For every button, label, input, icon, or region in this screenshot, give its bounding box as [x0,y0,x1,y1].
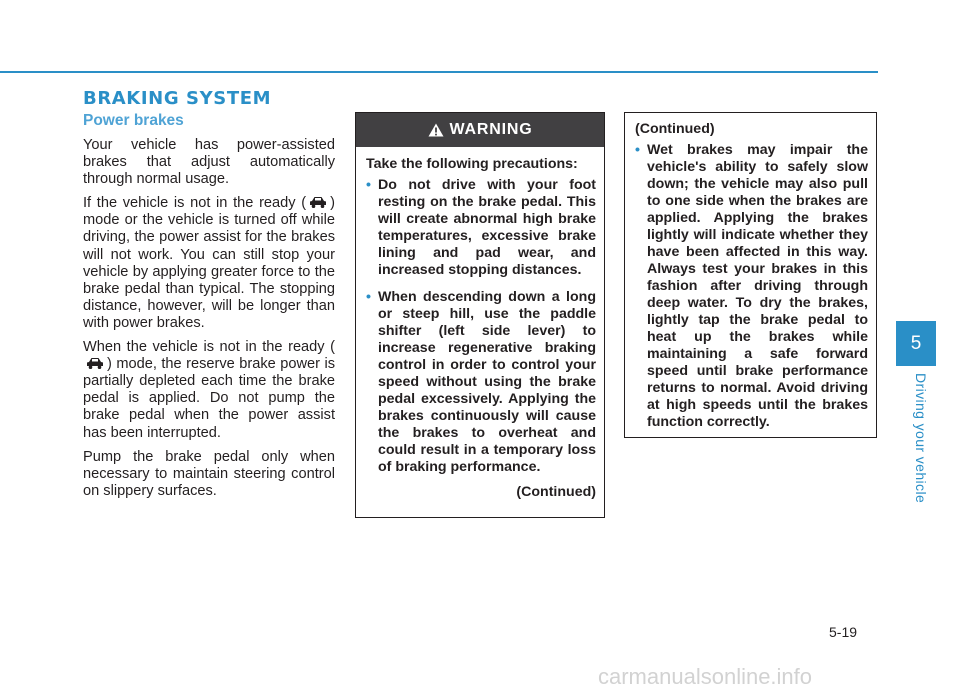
chapter-tab [896,321,936,366]
warning-list [366,177,596,476]
bullet-icon: • [366,177,371,193]
warning-title: WARNING [449,121,533,138]
warning-body [356,147,604,501]
warning-box [355,112,605,518]
vehicle-ready-icon [84,356,106,370]
vehicle-ready-icon [307,195,329,209]
warning-item [366,289,596,476]
watermark: carmanualsonline.info [598,664,813,689]
continued-body [625,113,876,431]
left-column [83,137,335,507]
section-title: BRAKING SYSTEM [83,88,272,109]
paragraph-2 [83,195,335,332]
continued-box [624,112,877,438]
warning-header [356,113,604,147]
paragraph-1: Your vehicle has power-assisted brakes that adjust automatically through normal usage. [83,137,335,188]
continued-item-text: Wet brakes may impair the vehicle's ability to safely slow down; the vehicle may also pull to one side when the brakes are applied. Applying the brakes lightly will indicate whether they have been affected in this way. Always test your brakes in this fashion after driving through deep water. To dry the brakes, lightly tap the brake pedal to heat up the brakes while maintaining a safe forward speed until brake performance returns to normal. Avoid driving at high speeds until the brakes function correctly. [647,142,868,430]
warning-item-text: Do not drive with your foot resting on the brake pedal. This will create abnormal high brake temperatures, excessive brake lining and pad wear, and increased stopping distances. [378,177,596,278]
paragraph-3 [83,339,335,442]
paragraph-3-after: ) mode, the reserve brake power is partially depleted each time the brake pedal is applied. Do not pump the brake pedal when the power assist has been interrupted. [83,356,335,441]
paragraph-2-after: ) mode or the vehicle is turned off while driving, the power assist for the brakes will not work. You can still stop your vehicle by applying greater force to the brake pedal than typical. The stopping distance, however, will be longer than with power brakes. [83,195,335,331]
continued-list [635,142,868,431]
continued-heading: (Continued) [635,121,715,137]
warning-intro: Take the following precautions: [366,156,578,172]
warning-continued: (Continued) [516,484,596,500]
bullet-icon: • [366,289,371,305]
warning-item [366,177,596,279]
page-number: 5-19 [829,624,858,640]
paragraph-2-before: If the vehicle is not in the ready ( [83,195,307,212]
warning-item-text: When descending down a long or steep hill, use the paddle shifter (left side lever) to increase regenerative braking control in order to control your speed without using the brake pedal excessively. Applying the brakes continuously will cause the brakes to overheat and could result in a temporary loss of braking performance. [378,289,596,475]
top-rule [0,71,878,73]
paragraph-3-before: When the vehicle is not in the ready ( [83,339,335,356]
continued-item [635,142,868,431]
warning-triangle-icon [428,123,444,137]
paragraph-4: Pump the brake pedal only when necessary to maintain steering control on slippery surfaces. [83,448,335,499]
power-brakes-heading: Power brakes [83,112,184,129]
chapter-number: 5 [910,332,922,354]
chapter-title: Driving your vehicle [913,373,929,504]
bullet-icon: • [635,142,640,158]
